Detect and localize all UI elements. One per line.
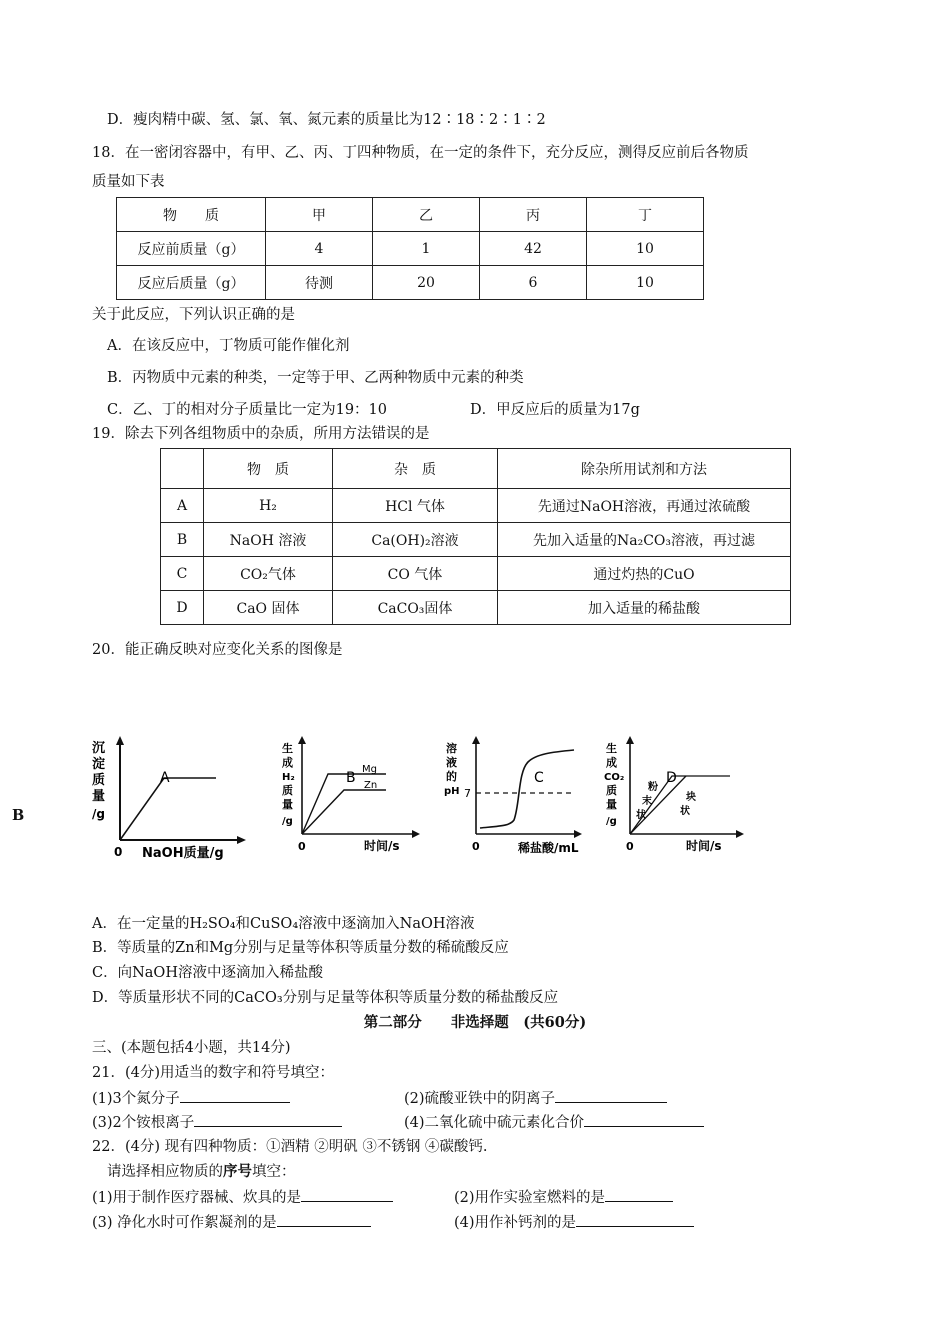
q19-table [160,448,791,625]
q20-option-a: A．在一定量的H₂SO₄和CuSO₄溶液中逐滴加入NaOH溶液 [92,916,475,932]
table-row [117,266,704,300]
table-cell: 10 [587,232,704,266]
margin-mark: B [12,807,25,824]
table-cell: HCl 气体 [333,489,498,523]
table-row [161,523,791,557]
curve-label-mg: Mg [362,764,377,775]
ylabel-char: 淀 [92,757,106,772]
table-cell: A [161,489,204,523]
q22-item2-label: (2)用作实验室燃料的是 [454,1190,606,1206]
table-cell: CO₂气体 [204,557,333,591]
table-cell: 物 质 [117,198,266,232]
q18-stem-line1: 18．在一密闭容器中，有甲、乙、丙、丁四种物质，在一定的条件下，充分反应，测得反应前后各物质 [92,145,749,161]
q22-stem: 22．(4分) 现有四种物质：①酒精 ②明矾 ③不锈钢 ④碳酸钙. [92,1139,488,1155]
curve-zn [302,790,386,834]
q18-option-d: D．甲反应后的质量为17g [470,402,640,418]
table-cell: 除杂所用试剂和方法 [498,449,791,489]
label-powder: 状 [636,810,646,821]
table-cell: 20 [373,266,480,300]
table-row [117,198,704,232]
label-powder: 末 [642,796,652,807]
q21-item1 [92,1088,290,1109]
table-cell: 4 [266,232,373,266]
q22-prompt-bold: 序号 [223,1163,252,1180]
label-powder: 粉 [648,782,658,793]
curve [480,750,574,828]
q22-item3-label: (3) 净化水时可作絮凝剂的是 [92,1215,277,1231]
ylabel-char: 生 [606,742,617,755]
graph-d [602,732,762,868]
ylabel-char: 液 [446,756,457,769]
table-row [161,557,791,591]
table-cell: 先加入适量的Na₂CO₃溶液，再过滤 [498,523,791,557]
q22-item4-label: (4)用作补钙剂的是 [454,1215,577,1231]
ylabel-char: 质 [92,773,106,788]
graph-letter: C [534,770,544,786]
answer-blank[interactable] [555,1088,667,1103]
ylabel-char: 的 [446,770,457,783]
table-cell: 加入适量的稀盐酸 [498,591,791,625]
q17-option-d: D．瘦肉精中碳、氢、氯、氧、氮元素的质量比为12∶18∶2∶1∶2 [107,112,546,128]
q18-option-a: A．在该反应中，丁物质可能作催化剂 [107,338,350,354]
y-axis-arrow [626,736,634,744]
q21-item2 [404,1088,667,1109]
table-cell: 乙 [373,198,480,232]
q21-item3 [92,1112,342,1133]
part2-title: 第二部分 非选择题 (共60分) [363,1014,587,1031]
q22-item1-label: (1)用于制作医疗器械、炊具的是 [92,1190,302,1206]
table-cell: C [161,557,204,591]
answer-blank[interactable] [576,1212,694,1227]
origin-label: 0 [298,840,306,853]
ylabel-char: 量 [92,789,106,804]
y-axis-arrow [298,736,306,744]
q21-item2-label: (2)硫酸亚铁中的阴离子 [404,1091,556,1107]
table-cell: Ca(OH)₂溶液 [333,523,498,557]
table-cell: 丁 [587,198,704,232]
ylabel-char: 质 [282,784,293,797]
q20-option-c: C．向NaOH溶液中逐滴加入稀盐酸 [92,965,323,981]
xlabel: 时间/s [364,839,400,853]
graph-letter: D [666,770,677,786]
table-cell: CaO 固体 [204,591,333,625]
ylabel-char: 成 [606,756,617,769]
table-cell: 通过灼热的CuO [498,557,791,591]
q20-option-d: D．等质量形状不同的CaCO₃分别与足量等体积等质量分数的稀盐酸反应 [92,990,559,1006]
q18-table [116,197,704,300]
q21-item1-label: (1)3个氮分子 [92,1091,180,1107]
xlabel: 稀盐酸/mL [518,841,579,855]
ylabel-char: CO₂ [604,772,625,783]
table-cell: 待测 [266,266,373,300]
table-row [161,489,791,523]
section3-title: 三、(本题包括4小题，共14分) [92,1040,291,1056]
label-lump: 状 [680,806,690,817]
graph-letter: A [160,770,170,786]
table-row [117,232,704,266]
ylabel-char: /g [92,807,105,821]
curve-lump [630,776,686,834]
ylabel-char: H₂ [282,772,295,783]
table-cell: 6 [480,266,587,300]
table-cell: D [161,591,204,625]
xlabel: 时间/s [686,839,722,853]
xlabel: NaOH质量/g [142,846,224,861]
ylabel-char: pH [444,786,460,797]
answer-blank[interactable] [301,1187,393,1202]
curve-label-zn: Zn [364,780,378,791]
ylabel-char: 生 [282,742,293,755]
answer-blank[interactable] [584,1112,704,1127]
table-cell: 先通过NaOH溶液，再通过浓硫酸 [498,489,791,523]
graph-c [440,732,590,868]
q22-prompt-suffix: 填空： [252,1164,296,1180]
table-row [161,449,791,489]
table-cell: H₂ [204,489,333,523]
q20-stem: 20．能正确反映对应变化关系的图像是 [92,642,343,658]
label-lump: 块 [686,792,696,803]
q21-item4-label: (4)二氧化硫中硫元素化合价 [404,1115,585,1131]
x-axis-arrow [736,830,744,838]
table-cell: 1 [373,232,480,266]
q18-prompt: 关于此反应，下列认识正确的是 [92,307,295,323]
ylabel-char: 成 [282,756,293,769]
table-cell: 42 [480,232,587,266]
q22-item4 [454,1212,694,1233]
table-cell: CO 气体 [333,557,498,591]
origin-label: 0 [472,840,480,853]
q21-stem: 21．(4分)用适当的数字和符号填空： [92,1065,334,1081]
table-cell: B [161,523,204,557]
tick-7: 7 [464,787,471,800]
y-axis-arrow [472,736,480,744]
table-cell: 反应后质量（g） [117,266,266,300]
x-axis-arrow [412,830,420,838]
answer-blank[interactable] [180,1088,290,1103]
origin-label: 0 [626,840,634,853]
q22-prompt [107,1162,296,1182]
q22-prompt-prefix: 请选择相应物质的 [107,1164,223,1180]
ylabel-char: 量 [606,798,617,811]
table-cell: 杂 质 [333,449,498,489]
answer-blank[interactable] [277,1212,371,1227]
graph-b [280,732,430,868]
answer-blank[interactable] [194,1112,342,1127]
curve [120,778,216,840]
table-cell [161,449,204,489]
table-cell: 物 质 [204,449,333,489]
ylabel-char: 量 [282,798,293,811]
q18-option-c: C．乙、丁的相对分子质量比一定为19：10 [107,402,387,418]
table-cell: NaOH 溶液 [204,523,333,557]
q22-item1 [92,1187,393,1208]
q18-option-b: B．丙物质中元素的种类，一定等于甲、乙两种物质中元素的种类 [107,370,524,386]
q22-item3 [92,1212,371,1233]
table-cell: CaCO₃固体 [333,591,498,625]
ylabel-char: 溶 [446,742,457,755]
table-cell: 丙 [480,198,587,232]
graph-letter: B [346,770,356,786]
table-row [161,591,791,625]
q21-item3-label: (3)2个铵根离子 [92,1115,195,1131]
q22-item2 [454,1187,673,1208]
y-axis-arrow [116,736,124,745]
q21-item4 [404,1112,704,1133]
x-axis-arrow [237,836,246,844]
table-cell: 10 [587,266,704,300]
origin-label: 0 [114,845,123,859]
q18-stem-line2: 质量如下表 [92,174,165,190]
answer-blank[interactable] [605,1187,673,1202]
q19-stem: 19．除去下列各组物质中的杂质，所用方法错误的是 [92,426,430,442]
ylabel-char: 沉 [92,741,106,756]
x-axis-arrow [574,830,582,838]
table-cell: 甲 [266,198,373,232]
q20-option-b: B．等质量的Zn和Mg分别与足量等体积等质量分数的稀硫酸反应 [92,940,509,956]
table-cell: 反应前质量（g） [117,232,266,266]
ylabel-char: /g [282,816,293,827]
ylabel-char: 质 [606,784,617,797]
ylabel-char: /g [606,816,617,827]
graph-a [88,732,258,868]
